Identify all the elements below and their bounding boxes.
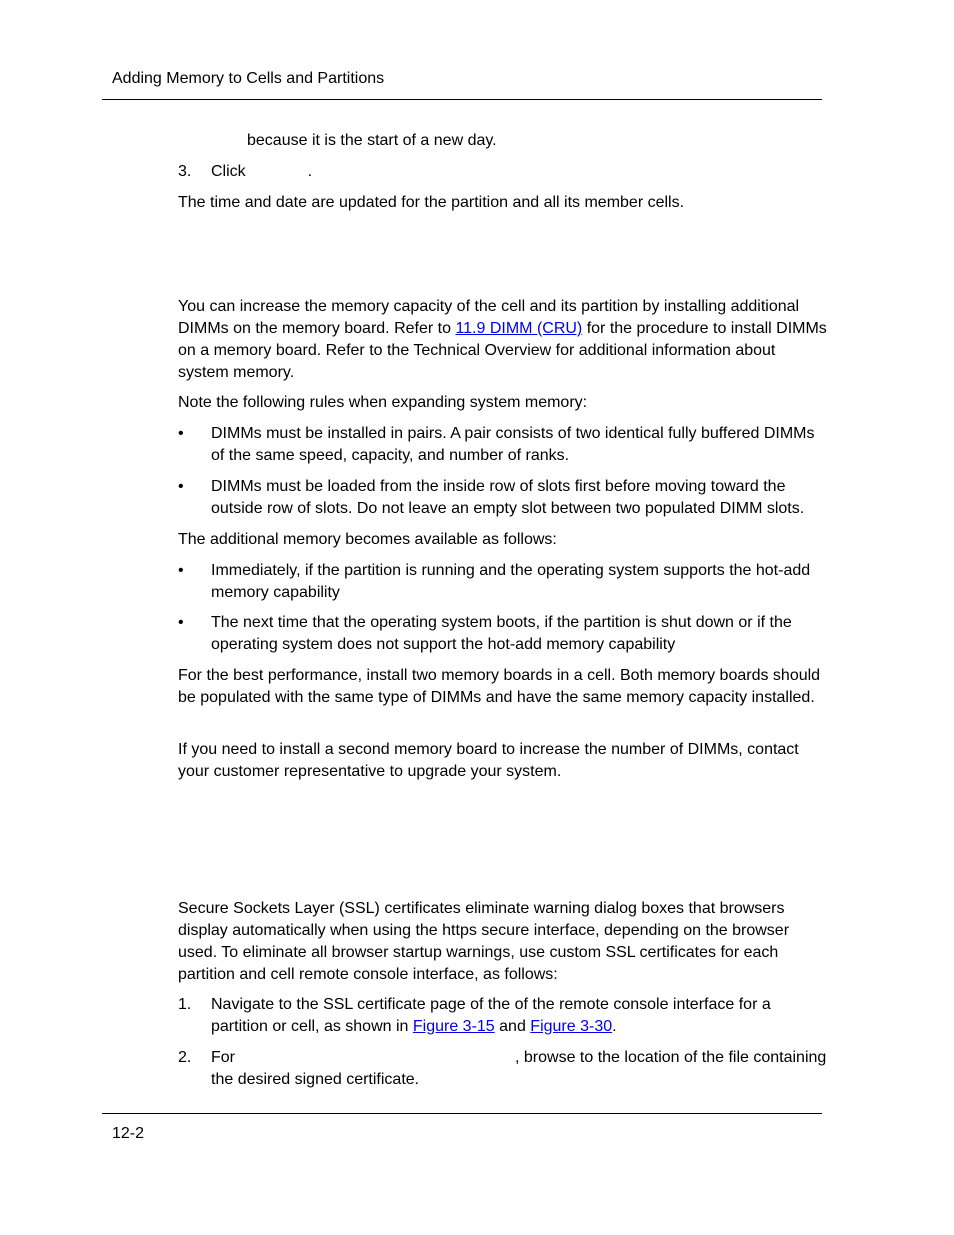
bullet: • xyxy=(178,562,184,579)
step-number: 2. xyxy=(178,1049,192,1066)
second-board-paragraph: If you need to install a second memory board to increase the number of DIMMs, contact your customer representative to upgrade your system. xyxy=(178,741,799,780)
header-rule xyxy=(102,99,822,100)
bullet: • xyxy=(178,478,184,495)
bullet: • xyxy=(178,614,184,631)
dimm-cru-link[interactable]: 11.9 DIMM (CRU) xyxy=(455,320,583,337)
running-header: Adding Memory to Cells and Partitions xyxy=(112,70,385,87)
ssl-step-2: 2. For , browse to the location of the file containing the desired signed certificate. xyxy=(178,1049,827,1088)
memory-intro-paragraph: You can increase the memory capacity of the cell and its partition by installing additional DIMMs on the memory board. Refer to 11.9 DIMM (CRU) for the procedure to install DIMMs on a memory board. Refer to the Technical Overview for additional information about system memory. xyxy=(178,298,827,381)
step-end: . xyxy=(307,163,313,180)
bullet: • xyxy=(178,425,184,442)
figure-3-15-link[interactable]: Figure 3-15 xyxy=(412,1018,495,1035)
step-number: 3. xyxy=(178,163,192,180)
step-text: Click xyxy=(211,163,246,180)
list-item-text: The next time that the operating system boots, if the partition is shut down or if the operating system does not support the hot-add memory capability xyxy=(211,614,792,653)
step-number: 1. xyxy=(178,996,192,1013)
list-item xyxy=(178,476,828,520)
list-item xyxy=(178,560,828,604)
page-number: 12-2 xyxy=(112,1125,145,1142)
step-3 xyxy=(178,161,828,183)
ssl-intro-paragraph: Secure Sockets Layer (SSL) certificates eliminate warning dialog boxes that browsers display automatically when using the https secure interface, depending on the browser used. To eliminate all browser startup warnings, use custom SSL certificates for each partition and cell remote console interface, as follows: xyxy=(178,900,790,983)
list-item xyxy=(178,612,828,656)
list-item xyxy=(178,423,828,467)
continuation-text: because it is the start of a new day. xyxy=(247,132,497,149)
footer-rule xyxy=(102,1113,822,1114)
availability-intro: The additional memory becomes available as follows: xyxy=(178,531,557,548)
figure-3-30-link[interactable]: Figure 3-30 xyxy=(530,1018,613,1035)
rules-intro: Note the following rules when expanding system memory: xyxy=(178,394,588,411)
list-item-text: DIMMs must be installed in pairs. A pair consists of two identical fully buffered DIMMs of the same speed, capacity, and number of ranks. xyxy=(211,425,815,464)
ssl-step-1: 1. Navigate to the SSL certificate page of the of the remote console interface for a partition or cell, as shown in Figure 3-15 and Figure 3-30. xyxy=(178,996,771,1035)
list-item-text: DIMMs must be loaded from the inside row of slots first before moving toward the outside row of slots. Do not leave an empty slot between two populated DIMM slots. xyxy=(211,478,805,517)
time-updated-paragraph: The time and date are updated for the partition and all its member cells. xyxy=(178,194,685,211)
list-item-text: Immediately, if the partition is running and the operating system supports the hot-add memory capability xyxy=(211,562,811,601)
best-performance-paragraph: For the best performance, install two memory boards in a cell. Both memory boards should be populated with the same type of DIMMs and have the same memory capacity installed. xyxy=(178,667,821,706)
